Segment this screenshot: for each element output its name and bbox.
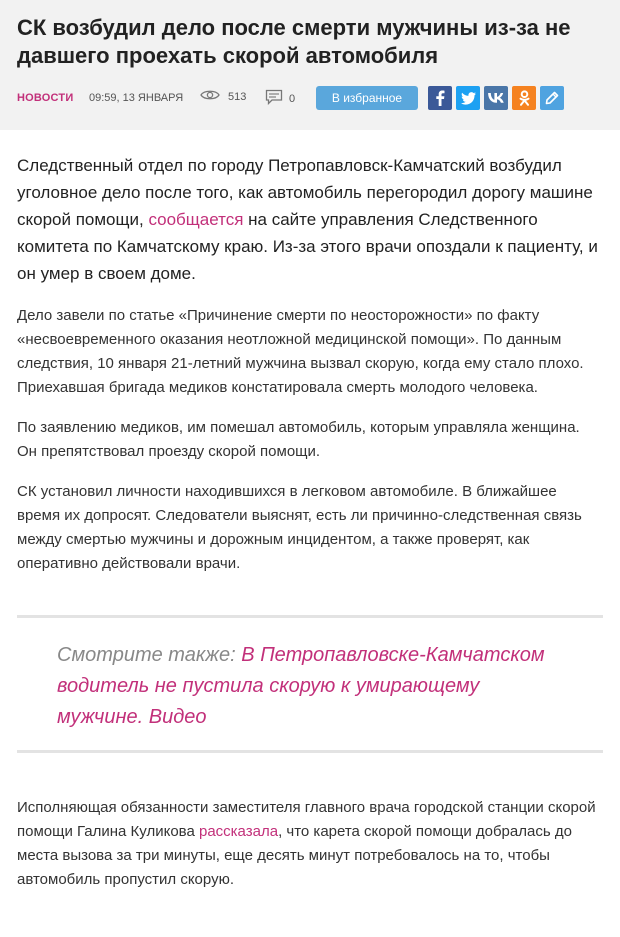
- section-tag[interactable]: НОВОСТИ: [17, 92, 74, 104]
- twitter-icon[interactable]: [456, 86, 480, 110]
- views-count: 513: [228, 90, 247, 103]
- add-to-favorites-button[interactable]: В избранное: [316, 86, 418, 110]
- vk-icon[interactable]: [484, 86, 508, 110]
- comment-icon: [265, 89, 283, 108]
- views-counter: [200, 89, 246, 104]
- article-paragraph: Дело завели по статье «Причинение смерти по неосторожности» по факту «несвоевременного оказания неотложной медицинской помощи». По данным следствия, 10 января 21-летний мужчина вызвал скорую, когда ему стало плохо. Приехавшая бригада медиков констатировала смерть молодого человека.: [17, 307, 584, 396]
- see-also-block: [17, 615, 603, 753]
- eye-icon: [200, 89, 220, 104]
- comments-count: 0: [289, 92, 296, 105]
- article-title: СК возбудил дело после смерти мужчины из-за не давшего проехать скорой автомобиля: [17, 15, 571, 68]
- see-also-text: [57, 640, 563, 733]
- told-link[interactable]: рассказала: [198, 823, 279, 840]
- bookmark-icon[interactable]: [540, 86, 564, 110]
- source-link[interactable]: сообщается: [148, 210, 244, 229]
- lead-text: Следственный отдел по городу Петропавловск-Камчатский возбудил уголовное дело после того, как автомобиль перегородил дорогу машине скорой помощи,: [17, 156, 593, 229]
- article-paragraph: По заявлению медиков, им помешал автомобиль, которым управляла женщина. Он препятствовал проезду скорой помощи.: [17, 419, 580, 460]
- facebook-icon[interactable]: [428, 86, 452, 110]
- paragraph-text-continued: , что карета скорой помощи добралась до места вызова за три минуты, еще десять минут потребовалось на то, чтобы автомобиль пропустил скорую.: [17, 823, 572, 888]
- odnoklassniki-icon[interactable]: [512, 86, 536, 110]
- publish-date: 09:59, 13 ЯНВАРЯ: [89, 92, 184, 104]
- see-also-link[interactable]: В Петропавловске-Камчатском водитель не пустила скорую к умирающему мужчине. Видео: [57, 644, 545, 728]
- article-header: [0, 0, 620, 130]
- article-lead: [17, 152, 603, 287]
- comments-counter[interactable]: [265, 89, 295, 108]
- article-paragraph: [17, 796, 603, 892]
- share-buttons: [428, 86, 564, 110]
- article-body: [0, 152, 620, 892]
- see-also-label: Смотрите также:: [57, 644, 242, 666]
- lead-text-continued: на сайте управления Следственного комитета по Камчатскому краю. Из-за этого врачи опоздали к пациенту, и он умер в своем доме.: [17, 210, 598, 283]
- article-paragraph: СК установил личности находившихся в легковом автомобиле. В ближайшее время их допросят. Следователи выяснят, есть ли причинно-следственная связь между смертью мужчины и дорожным инцидентом, а также проверят, как оперативно действовали врачи.: [17, 483, 582, 572]
- paragraph-text: Исполняющая обязанности заместителя главного врача городской станции скорой помощи Галина Куликова: [17, 799, 596, 840]
- article-meta: [17, 86, 603, 110]
